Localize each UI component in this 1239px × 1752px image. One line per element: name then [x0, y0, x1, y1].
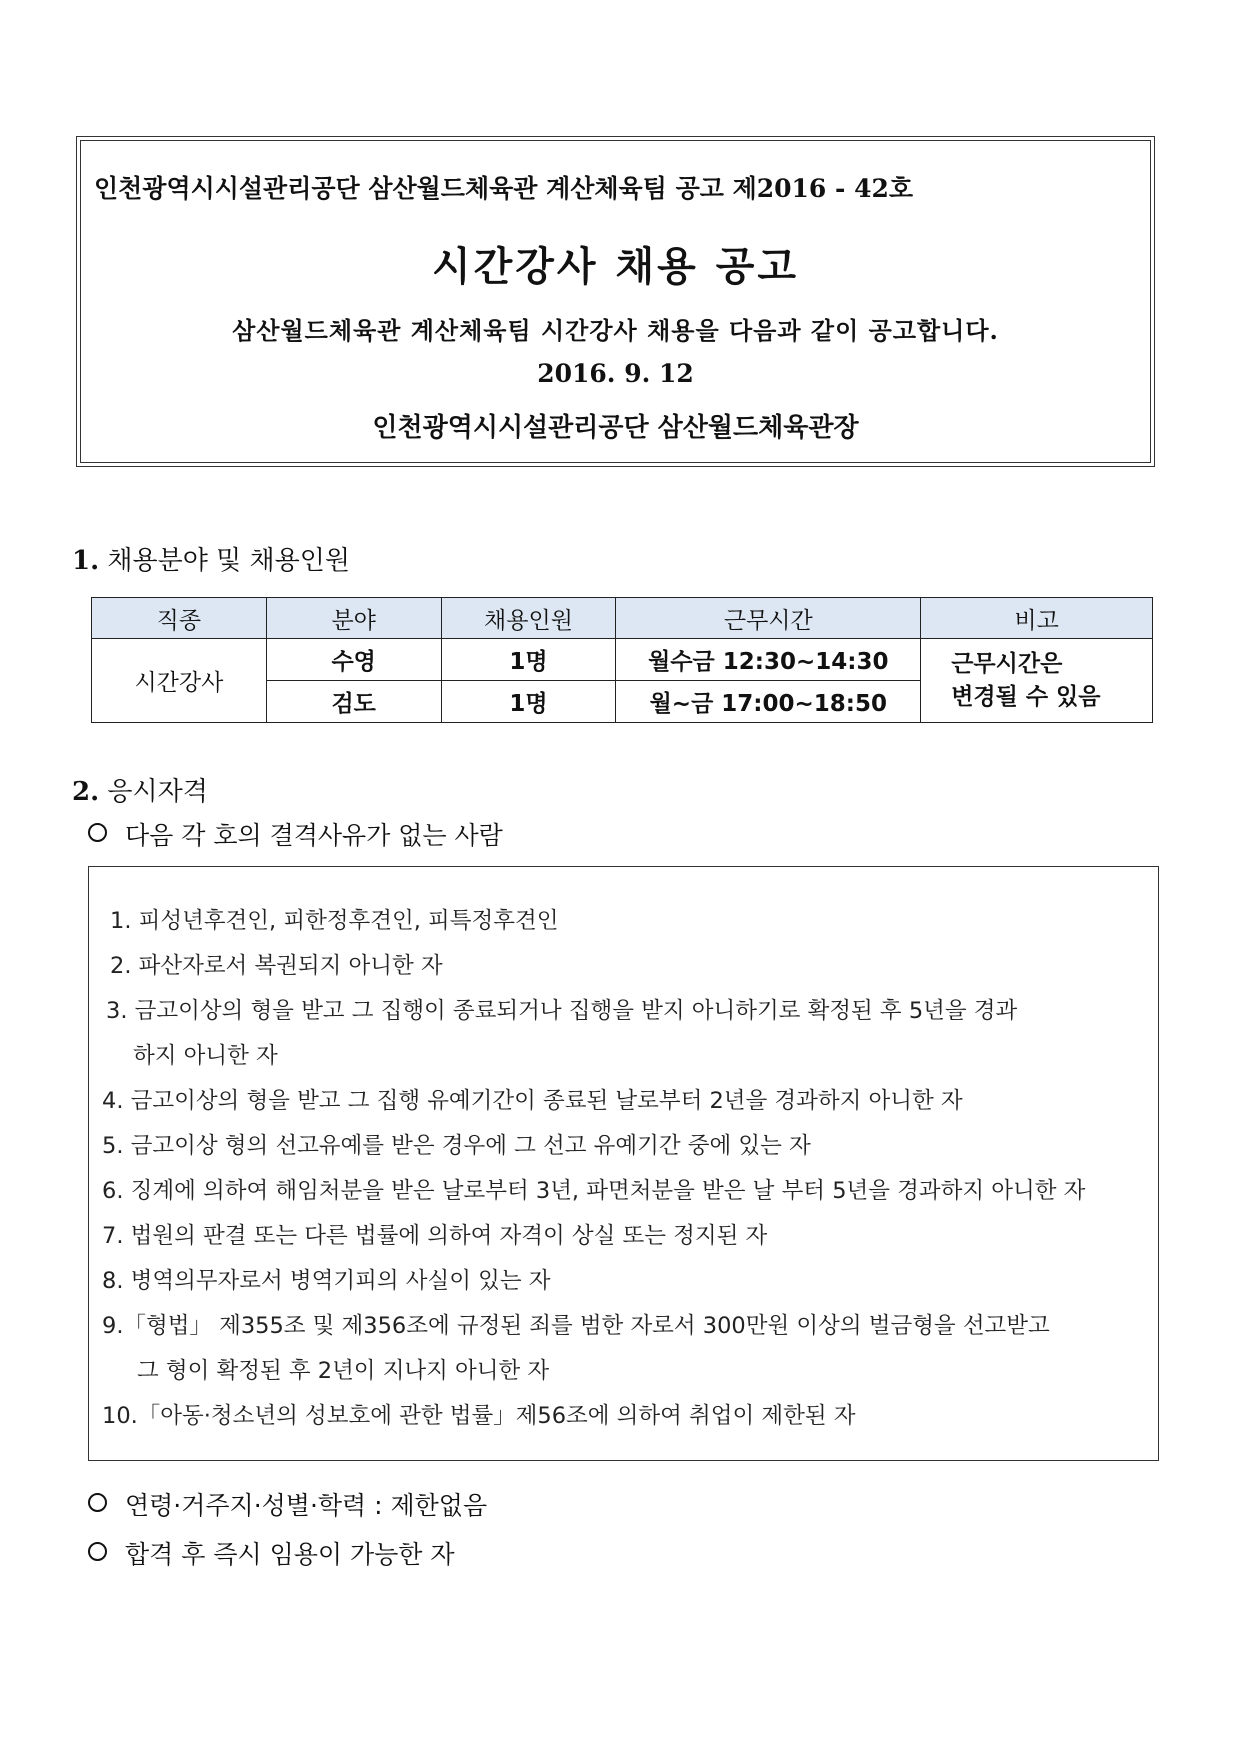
- note-line-2: 변경될 수 있음: [951, 683, 1101, 710]
- page-title: 시간강사 채용 공고: [432, 244, 799, 290]
- list-item: 6. 징계에 의하여 해임처분을 받은 날로부터 3년, 파면처분을 받은 날 부터 5년을 경과하지 아니한 자: [102, 1178, 1086, 1204]
- table-row: [92, 639, 1153, 681]
- notice-number: 인천광역시시설관리공단 삼산월드체육관 계산체육팀 공고 제2016 - 42호: [94, 174, 914, 203]
- note-line-1: 근무시간은: [951, 650, 1063, 677]
- circle-bullet-icon: [88, 823, 107, 842]
- list-item: 그 형이 확정된 후 2년이 지나지 아니한 자: [137, 1358, 550, 1384]
- list-item: 2. 파산자로서 복권되지 아니한 자: [110, 953, 443, 979]
- field-cell: 수영: [266, 639, 441, 681]
- hours-cell: 월수금 12:30~14:30: [616, 639, 921, 681]
- circle-bullet-icon: [88, 1542, 107, 1561]
- job-type-cell: 시간강사: [92, 639, 267, 723]
- bullet-text: 연령·거주지·성별·학력 : 제한없음: [125, 1491, 488, 1520]
- section2-number: 2.: [72, 777, 100, 807]
- list-item: 4. 금고이상의 형을 받고 그 집행 유예기간이 종료된 날로부터 2년을 경과하지 아니한 자: [102, 1088, 963, 1114]
- field-cell: 검도: [266, 681, 441, 723]
- notice-date: 2016. 9. 12: [537, 359, 694, 388]
- col-header-field: 분야: [266, 598, 441, 639]
- notice-issuer: 인천광역시시설관리공단 삼산월드체육관장: [372, 413, 859, 443]
- notice-header-box: [76, 136, 1155, 467]
- col-header-count: 채용인원: [441, 598, 616, 639]
- col-header-note: 비고: [921, 598, 1153, 639]
- section1-number: 1.: [72, 546, 100, 576]
- list-item: 5. 금고이상 형의 선고유예를 받은 경우에 그 선고 유예기간 중에 있는 자: [102, 1133, 811, 1159]
- col-header-job-type: 직종: [92, 598, 267, 639]
- list-item: 9.「형법」 제355조 및 제356조에 규정된 죄를 범한 자로서 300만원 이상의 벌금형을 선고받고: [102, 1313, 1050, 1339]
- col-header-hours: 근무시간: [616, 598, 921, 639]
- list-item: 하지 아니한 자: [133, 1043, 278, 1069]
- count-cell: 1명: [441, 639, 616, 681]
- table-header-row: [92, 598, 1153, 639]
- section1-heading: [72, 540, 350, 577]
- list-item: 1. 피성년후견인, 피한정후견인, 피특정후견인: [110, 908, 559, 934]
- recruitment-table: [91, 597, 1153, 723]
- notice-header-inner: [80, 140, 1151, 463]
- bullet-text: 합격 후 즉시 임용이 가능한 자: [125, 1540, 455, 1569]
- count-cell: 1명: [441, 681, 616, 723]
- section1-title: 채용분야 및 채용인원: [107, 546, 350, 576]
- list-item: 7. 법원의 판결 또는 다른 법률에 의하여 자격이 상실 또는 정지된 자: [102, 1223, 768, 1249]
- list-item: 8. 병역의무자로서 병역기피의 사실이 있는 자: [102, 1268, 551, 1294]
- disqualification-box: [88, 866, 1159, 1461]
- section2-title: 응시자격: [107, 777, 208, 807]
- bullet-item: [88, 816, 503, 852]
- note-cell: [921, 639, 1153, 723]
- bullet-item: [88, 1486, 487, 1522]
- circle-bullet-icon: [88, 1493, 107, 1512]
- hours-cell: 월~금 17:00~18:50: [616, 681, 921, 723]
- list-item: 10.「아동·청소년의 성보호에 관한 법률」제56조에 의하여 취업이 제한된 자: [102, 1403, 856, 1429]
- list-item: 3. 금고이상의 형을 받고 그 집행이 종료되거나 집행을 받지 아니하기로 확정된 후 5년을 경과: [106, 998, 1018, 1024]
- notice-subtitle: 삼산월드체육관 계산체육팀 시간강사 채용을 다음과 같이 공고합니다.: [232, 316, 999, 345]
- section2-heading: [72, 771, 208, 808]
- bullet-text: 다음 각 호의 결격사유가 없는 사람: [125, 821, 503, 850]
- bullet-item: [88, 1535, 455, 1571]
